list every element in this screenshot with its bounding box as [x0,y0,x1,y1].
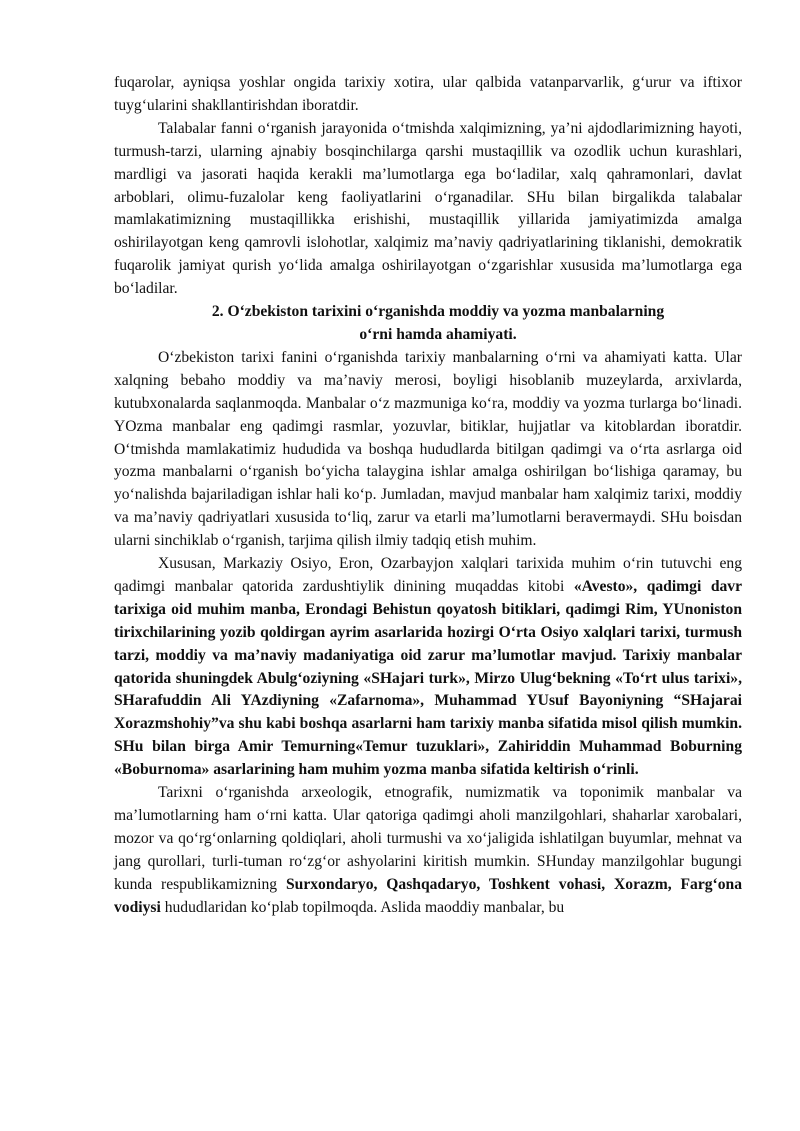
paragraph-ancient-sources-bold: «Avesto», qadimgi davr tarixiga oid muhim manba, Erondagi Behistun qoyatosh bitiklari, qadimgi Rim, YUnoniston tirixchilarining yozib qoldirgan ayrim asarlarida hozirgi O‘rta Osiyo xalqlari tarixi, turmush tarzi, moddiy va ma’naviy madaniyatiga oid zarur ma’lumotlar mavjud. Tarixiy manbalar qatorida shuningdek Abulg‘oziyning «SHajari turk», Mirzo Ulug‘bekning «To‘rt ulus tarixi», SHarafuddin Ali YAzdiyning «Zafarnoma», Muhammad YUsuf Bayoniyning “SHajarai Xorazmshohiy”va shu kabi boshqa asarlarni ham tarixiy manba sifatida misol qilish mumkin. SHu bilan birga Amir Temurning«Temur tuzuklari», Zahiriddin Muhammad Boburning «Boburnoma» asarlarining ham muhim yozma manba sifatida keltirish o‘rinli. [114,577,743,779]
section-heading [114,301,742,347]
paragraph-sources: O‘zbekiston tarixi fanini o‘rganishda tarixiy manbalarning o‘rni va ahamiyati katta. Ular xalqning bebaho moddiy va ma’naviy merosi, boyligi hisoblanib muzeylarda, arxivlarda, kutubxonalarda saqlanmoqda. Manbalar o‘z mazmuniga ko‘ra, moddiy va yozma turlarga bo‘linadi. YOzma manbalar eng qadimgi rasmlar, yozuvlar, bitiklar, hujjatlar va kitoblardan iboratdir. O‘tmishda mamlakatimiz hududida va boshqa hududlarda bitilgan qadimgi va o‘rta asrlarga oid yozma manbalarni o‘rganish bo‘yicha talaygina ishlar amalga oshirilgan bo‘lishiga qaramay, bu yo‘nalishda bajariladigan ishlar hali ko‘p. Jumladan, mavjud manbalar ham xalqimiz tarixi, moddiy va ma’naviy qadriyatlari xususida to‘liq, zarur va etarli ma’lumotlarni beravermaydi. SHu boisdan ularni sinchiklab o‘rganish, tarjima qilish ilmiy tadqiq etish muhim. [114,348,742,550]
section-heading-line2: o‘rni hamda ahamiyati. [359,325,517,343]
paragraph-ancient-sources [114,553,742,782]
paragraph-material-sources-tail: hududlaridan ko‘plab topilmoqda. Aslida maoddiy manbalar, bu [160,898,565,916]
paragraph-material-sources-regions: Surxondaryo, Qashqadaryo, Toshkent vohasi, Xorazm, Farg‘ona vodiysi [114,875,743,916]
paragraph-material-sources [114,782,742,919]
paragraph-material-sources-text: Tarixni o‘rganishda arxeologik, etnografik, numizmatik va toponimik manbalar va ma’lumotlarning ham o‘rni katta. Ular qatoriga qadimgi aholi manzilgohlari, shaharlar xarobalari, mozor va qo‘rg‘onlarning qoldiqlari, aholi turmushi va xo‘jaligida ishlatilgan buyumlar, mehnat va jang qurollari, turli-tuman ro‘zg‘or ashyolarini kiritish mumkin. SHunday manzilgohlar bugungi kunda respublikamizning [114,784,742,893]
paragraph-continuation: fuqarolar, ayniqsa yoshlar ongida tarixiy xotira, ular qalbida vatanparvarlik, g‘urur va iftixor tuyg‘ularini shakllantirishdan iboratdir. [114,74,742,114]
paragraph-students: Talabalar fanni o‘rganish jarayonida o‘tmishda xalqimizning, ya’ni ajdodlarimizning hayoti, turmush-tarzi, ularning ajnabiy bosqinchilarga qarshi mustaqillik va ozodlik uchun kurashlari, mardligi va jasorati haqida kerakli ma’lumotlarga ega bo‘ladilar, xalq qahramonlari, davlat arboblari, olimu-fuzalolar keng faoliyatlarini o‘rganadilar. SHu bilan birgalikda talabalar mamlakatimizning mustaqillikka erishishi, mustaqillik yillarida jamiyatimizda amalga oshirilayotgan keng qamrovli islohotlar, xalqimiz ma’naviy qadriyatlarining tiklanishi, demokratik fuqarolik jamiyat qurish yo‘lida amalga oshirilayotgan o‘zgarishlar xususida ma’lumotlarga ega bo‘ladilar. [114,119,742,298]
document-page [114,72,742,920]
paragraph-ancient-sources-text: Xususan, Markaziy Osiyo, Eron, Ozarbayjon xalqlari tarixida muhim o‘rin tutuvchi eng qadimgi manbalar qatorida zardushtiylik dinining muqaddas kitobi [114,555,742,595]
section-heading-line1: 2. O‘zbekiston tarixini o‘rganishda moddiy va yozma manbalarning [211,303,665,321]
